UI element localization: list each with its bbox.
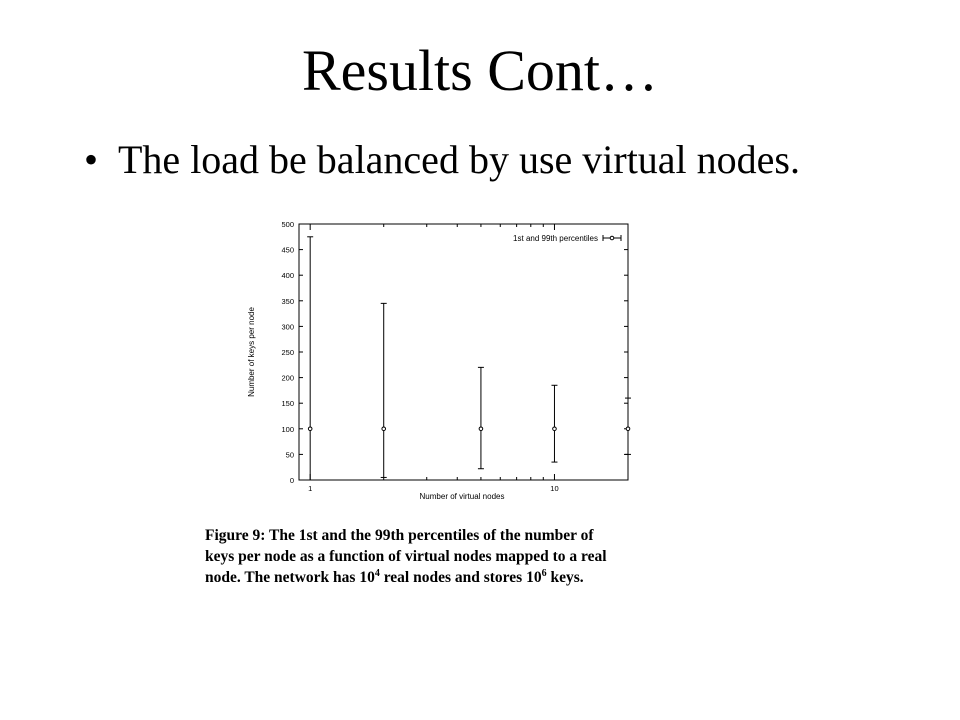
- axis-ticks: [299, 224, 628, 480]
- x-tick-label: 10: [550, 484, 559, 493]
- y-tick-label: 500: [281, 220, 294, 229]
- caption-line-2: keys per node as a function of virtual nodes mapped to a real: [205, 548, 607, 565]
- data-point: [626, 427, 630, 431]
- data-point: [382, 427, 386, 431]
- data-series: [307, 237, 631, 480]
- caption-keys-base: 10: [526, 569, 542, 586]
- y-tick-labels: [281, 220, 294, 485]
- y-tick-label: 200: [281, 373, 294, 383]
- y-tick-label: 400: [281, 271, 294, 281]
- caption-keys-exp: 6: [541, 568, 547, 579]
- caption-real-nodes-base: 10: [359, 569, 375, 586]
- data-point: [553, 427, 557, 431]
- legend: [513, 234, 621, 243]
- caption-line-3: [205, 567, 695, 588]
- x-axis-label: Number of virtual nodes: [419, 492, 505, 501]
- caption-real-nodes-exp: 4: [374, 568, 380, 579]
- y-axis-label: Number of keys per node: [247, 307, 256, 397]
- y-tick-label: 300: [281, 322, 294, 332]
- y-tick-label: 100: [281, 424, 294, 434]
- y-tick-label: 350: [281, 296, 294, 306]
- y-tick-label: 450: [281, 245, 294, 255]
- caption-line-1: Figure 9: The 1st and the 99th percentiles of the number of: [205, 527, 594, 544]
- figure-caption: [205, 525, 695, 588]
- y-tick-label: 50: [285, 450, 294, 460]
- caption-text-e: keys.: [546, 569, 584, 586]
- data-point: [308, 427, 312, 431]
- legend-marker: [610, 236, 614, 240]
- x-tick-label: 1: [308, 484, 313, 493]
- caption-text-a: node. The network has: [205, 569, 360, 586]
- data-point: [479, 427, 483, 431]
- slide-title: Results Cont…: [301, 38, 659, 103]
- bullet-dot: •: [84, 137, 99, 182]
- y-tick-label: 0: [289, 476, 294, 485]
- legend-label: 1st and 99th percentiles: [513, 234, 598, 243]
- caption-text-c: real nodes and stores: [379, 569, 527, 586]
- y-tick-label: 250: [281, 348, 294, 357]
- y-tick-label: 150: [281, 399, 294, 409]
- plot-frame: [299, 224, 628, 480]
- bullet-text: The load be balanced by use virtual nodes.: [118, 137, 800, 182]
